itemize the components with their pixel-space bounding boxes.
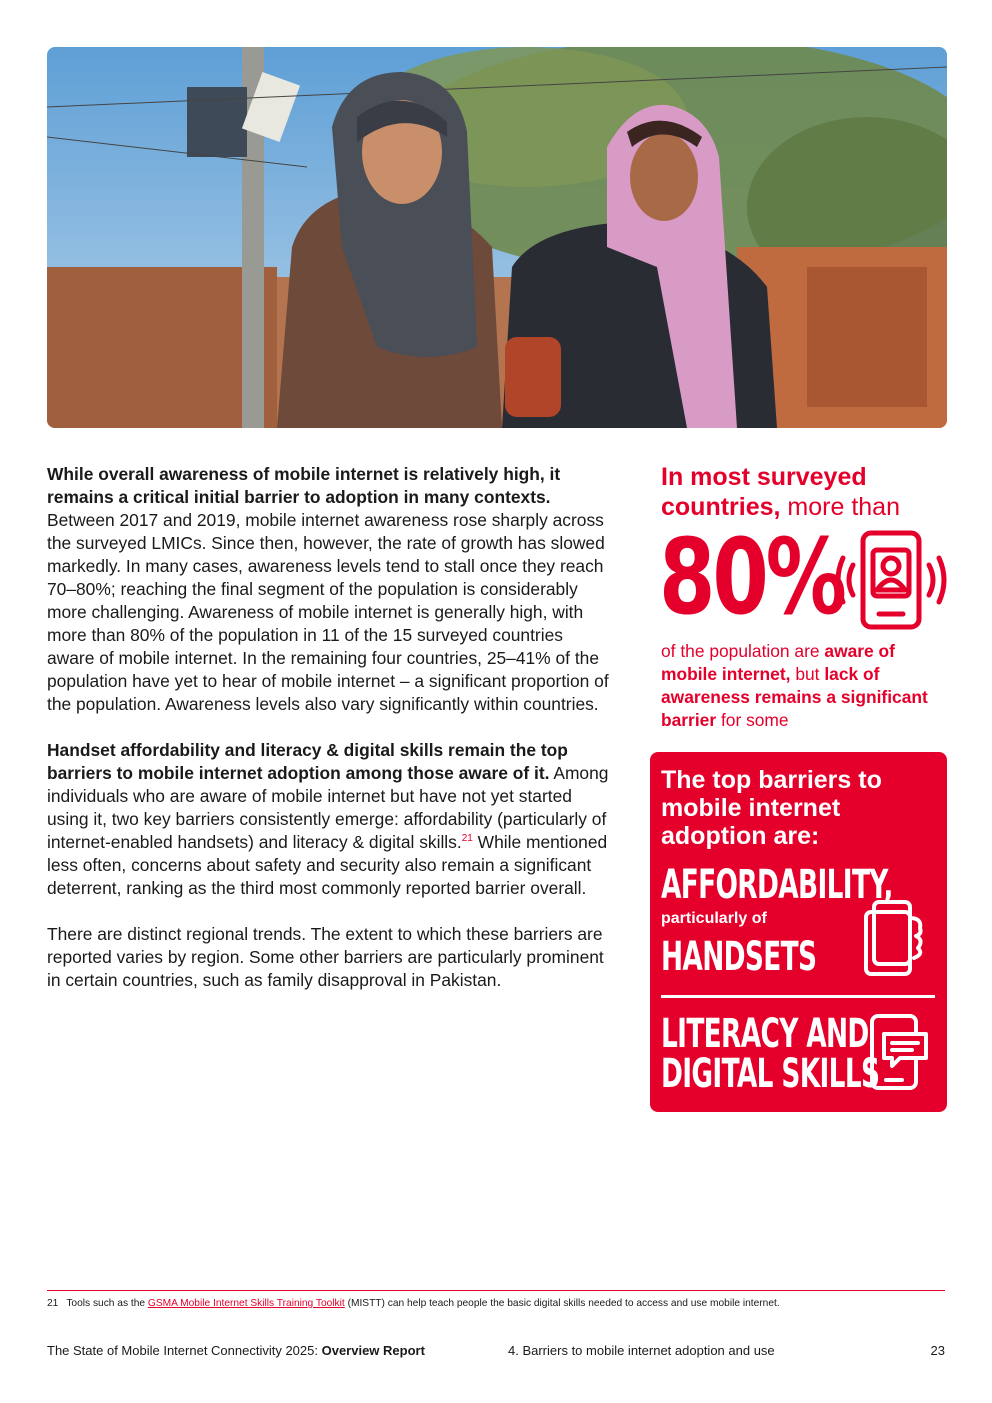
paragraph-lead: Handset affordability and literacy & digital skills remain the top barriers to mobile internet adoption among those aware of it. [47,740,568,783]
awareness-stat-callout [661,462,951,732]
footer-page-number: 23 [930,1343,945,1358]
barriers-title: The top barriers to mobile internet adoption are: [661,766,882,850]
barrier-literacy-line: LITERACY AND [661,1011,869,1057]
footnote-link[interactable]: GSMA Mobile Internet Skills Training Toolkit [147,1298,345,1309]
stat-text-part: for some [716,710,789,730]
phone-chat-icon [866,1012,930,1092]
top-barriers-box [650,752,947,1112]
footnote-text: (MISTT) can help teach people the basic digital skills needed to access and use mobile internet. [344,1298,780,1309]
paragraph-lead: While overall awareness of mobile internet is relatively high, it remains a critical initial barrier to adoption in many contexts. [47,464,561,507]
stat-heading-bold: In most surveyed countries, [661,463,867,521]
paragraph-regional [47,923,615,992]
paragraph-text: Between 2017 and 2019, mobile internet awareness rose sharply across the surveyed LMICs. Since then, however, the rate of growth has slowed markedly. In many cases, awareness levels tend to stall once they reach 70–80%; reaching the final segment of the population is considerably more challenging. Awareness of mobile internet is generally high, with more than 80% of the population in 11 of the 15 surveyed countries aware of mobile internet. In the remaining four countries, 25–41% of the population have yet to hear of mobile internet – a significant proportion of the population. Awareness levels also vary significantly within countries. [47,510,609,714]
paragraph-text: There are distinct regional trends. The extent to which these barriers are reported varies by region. Some other barriers are particularly prominent in certain countries, such as family disapproval in Pakistan. [47,924,604,990]
footnote-divider [47,1290,945,1291]
stat-text-bold: lack of awareness remains a significant barrier [661,664,928,730]
barrier-literacy-line: DIGITAL SKILLS [661,1051,880,1097]
barrier-affordability: AFFORDABILITY, [661,862,893,908]
stat-heading [661,462,951,522]
stat-text-bold: aware of mobile internet, [661,641,895,684]
hand-holding-phone-icon [862,898,928,980]
footnote [47,1298,780,1309]
stat-heading-rest: more than [780,493,900,521]
stat-description [661,640,951,732]
footnote-number: 21 [47,1298,59,1309]
paragraph-barriers [47,739,615,900]
footer-section: 4. Barriers to mobile internet adoption and use [508,1343,775,1358]
barriers-divider [661,995,935,998]
stat-text-part: but [790,664,825,684]
barrier-literacy [661,1011,880,1097]
body-text [47,463,615,1015]
phone-user-signal-icon [835,530,947,630]
hero-photo-illustration [47,47,947,428]
footnote-reference[interactable]: 21 [461,833,473,845]
footnote-text: Tools such as the [66,1298,148,1309]
barrier-handsets: HANDSETS [661,934,817,980]
hero-photo [47,47,947,428]
footer-title-bold: Overview Report [321,1343,425,1358]
stat-text-part: of the population are [661,641,825,661]
paragraph-text: While mentioned less often, concerns about safety and security also remain a significant deterrent, ranking as the third most commonly reported barrier overall. [47,832,608,898]
footer-title-text: The State of Mobile Internet Connectivity 2025: [47,1343,322,1358]
stat-big-number: 80% [659,516,844,638]
stat-figure-row [659,516,951,638]
barrier-qualifier: particularly of [661,910,767,927]
paragraph-awareness [47,463,615,716]
footer-report-title [47,1343,425,1358]
paragraph-text: Among individuals who are aware of mobile internet but have not yet started using it, two key barriers consistently emerge: affordability (particularly of internet-enabled handsets) and literacy & digital skills. [47,763,609,852]
